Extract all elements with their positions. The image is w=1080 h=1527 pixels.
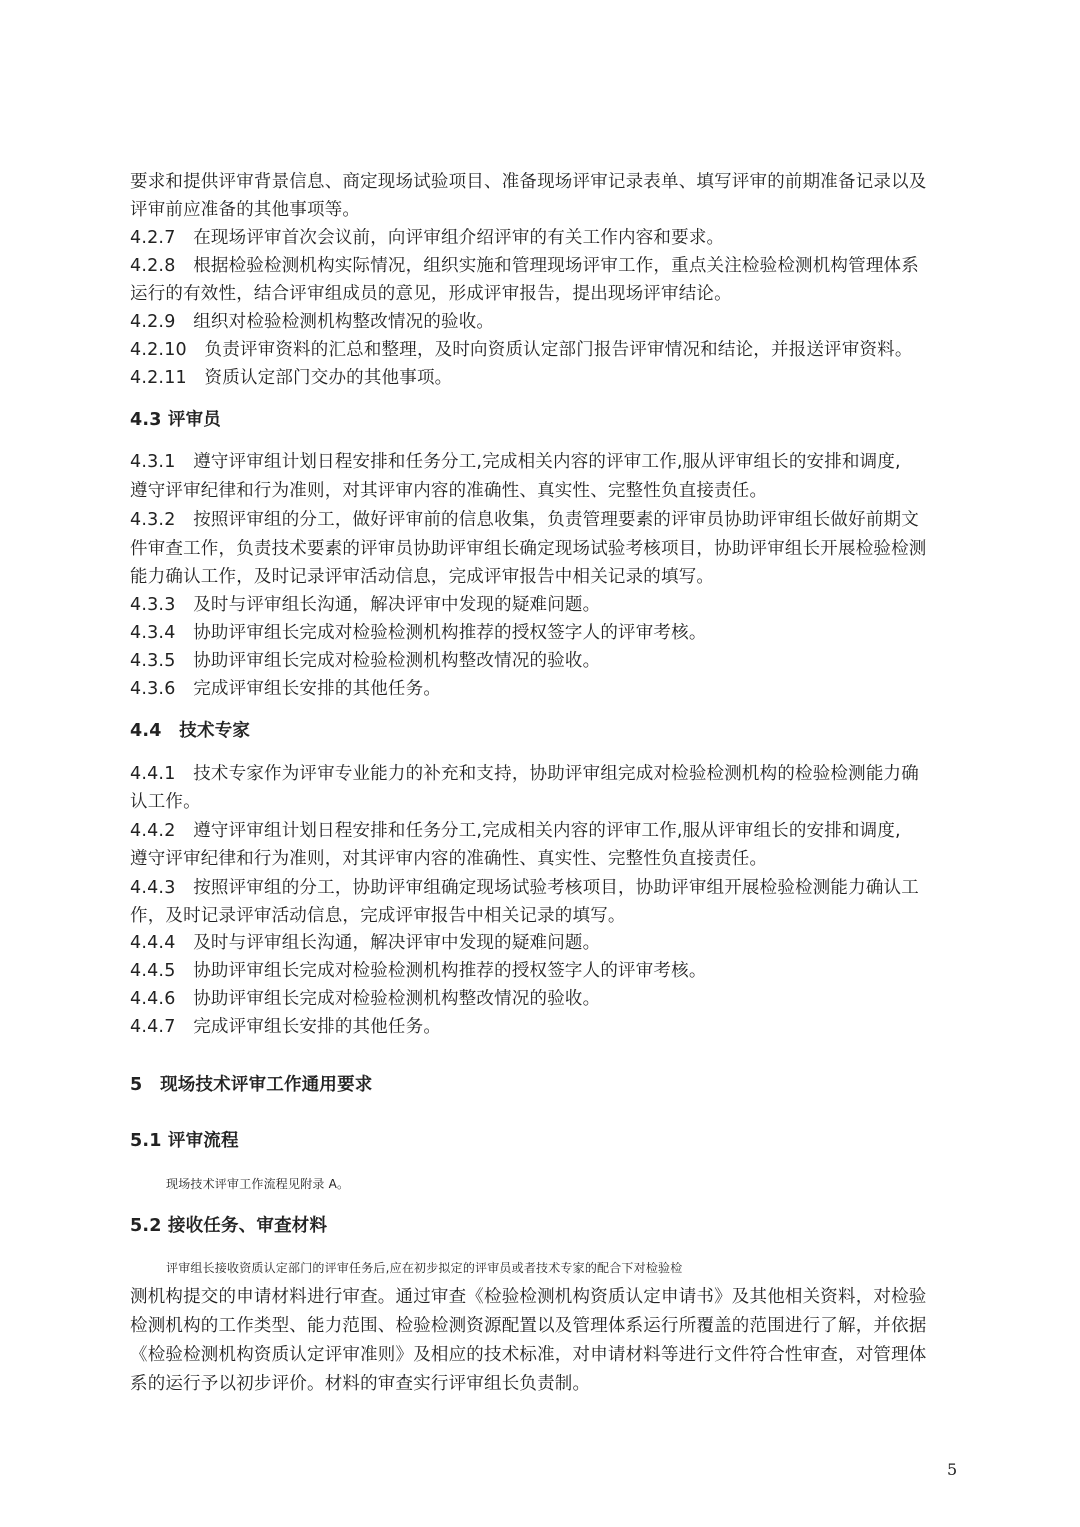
text-line: 件审查工作，负责技术要素的评审员协助评审组长确定现场试验考核项目，协助评审组长开展检验检测: [130, 539, 927, 559]
text-line: 4.2.9 组织对检验检测机构整改情况的验收。: [130, 312, 495, 332]
text-line: 4.3.1 遵守评审组计划日程安排和任务分工,完成相关内容的评审工作,服从评审组长的安排和调度,: [130, 452, 901, 472]
text-line: 4.2.10 负责评审资料的汇总和整理，及时向资质认定部门报告评审情况和结论，并报送评审资料。: [130, 340, 913, 360]
page-number: 5: [947, 1460, 958, 1479]
text-line: 认工作。: [130, 792, 201, 812]
text-line: 要求和提供评审背景信息、商定现场试验项目、准备现场评审记录表单、填写评审的前期准备记录以及: [130, 172, 927, 192]
text-line: 4.4.3 按照评审组的分工，协助评审组确定现场试验考核项目，协助评审组开展检验检测能力确认工: [130, 878, 919, 898]
text-line: 遵守评审纪律和行为准则，对其评审内容的准确性、真实性、完整性负直接责任。: [130, 849, 768, 869]
text-line: 《检验检测机构资质认定评审准则》及相应的技术标准，对申请材料等进行文件符合性审查，对管理体: [130, 1345, 927, 1365]
text-line: 4.3.2 按照评审组的分工，做好评审前的信息收集，负责管理要素的评审员协助评审组长做好前期文: [130, 510, 919, 530]
text-line: 运行的有效性，结合评审组成员的意见，形成评审报告，提出现场评审结论。: [130, 284, 732, 304]
text-line: 检测机构的工作类型、能力范围、检验检测资源配置以及管理体系运行所覆盖的范围进行了解，并依据: [130, 1316, 927, 1336]
text-line: 评审前应准备的其他事项等。: [130, 200, 361, 220]
text-line: 4.2.8 根据检验检测机构实际情况，组织实施和管理现场评审工作，重点关注检验检测机构管理体系: [130, 256, 919, 276]
chapter-heading: 5 现场技术评审工作通用要求: [130, 1075, 373, 1095]
text-line: 4.4.7 完成评审组长安排的其他任务。: [130, 1017, 442, 1037]
text-line: 4.4.1 技术专家作为评审专业能力的补充和支持，协助评审组完成对检验检测机构的检验检测能力确: [130, 764, 919, 784]
text-line: 系的运行予以初步评价。材料的审查实行评审组长负责制。: [130, 1374, 591, 1394]
text-line: 4.4.6 协助评审组长完成对检验检测机构整改情况的验收。: [130, 989, 601, 1009]
text-line: 4.4.5 协助评审组长完成对检验检测机构推荐的授权签字人的评审考核。: [130, 961, 707, 981]
text-line: 4.3.6 完成评审组长安排的其他任务。: [130, 679, 442, 699]
text-line: 4.2.11 资质认定部门交办的其他事项。: [130, 368, 453, 388]
text-line: 评审组长接收资质认定部门的评审任务后,应在初步拟定的评审员或者技术专家的配合下对检验检: [166, 1261, 683, 1275]
section-heading: 5.1 评审流程: [130, 1131, 239, 1151]
text-line: 作，及时记录评审活动信息，完成评审报告中相关记录的填写。: [130, 906, 626, 926]
text-line: 4.4.2 遵守评审组计划日程安排和任务分工,完成相关内容的评审工作,服从评审组长的安排和调度,: [130, 821, 901, 841]
text-line: 能力确认工作，及时记录评审活动信息，完成评审报告中相关记录的填写。: [130, 567, 715, 587]
text-line: 测机构提交的申请材料进行审查。通过审查《检验检测机构资质认定申请书》及其他相关资料，对检验: [130, 1287, 927, 1307]
text-line: 4.2.7 在现场评审首次会议前，向评审组介绍评审的有关工作内容和要求。: [130, 228, 725, 248]
section-heading: 4.3 评审员: [130, 410, 221, 430]
text-line: 4.3.5 协助评审组长完成对检验检测机构整改情况的验收。: [130, 651, 601, 671]
section-heading: 5.2 接收任务、审查材料: [130, 1216, 328, 1236]
text-line: 现场技术评审工作流程见附录 A。: [166, 1177, 350, 1191]
text-line: 4.4.4 及时与评审组长沟通，解决评审中发现的疑难问题。: [130, 933, 601, 953]
text-line: 4.3.4 协助评审组长完成对检验检测机构推荐的授权签字人的评审考核。: [130, 623, 707, 643]
text-line: 4.3.3 及时与评审组长沟通，解决评审中发现的疑难问题。: [130, 595, 601, 615]
text-line: 遵守评审纪律和行为准则，对其评审内容的准确性、真实性、完整性负直接责任。: [130, 481, 768, 501]
section-heading: 4.4 技术专家: [130, 721, 251, 741]
